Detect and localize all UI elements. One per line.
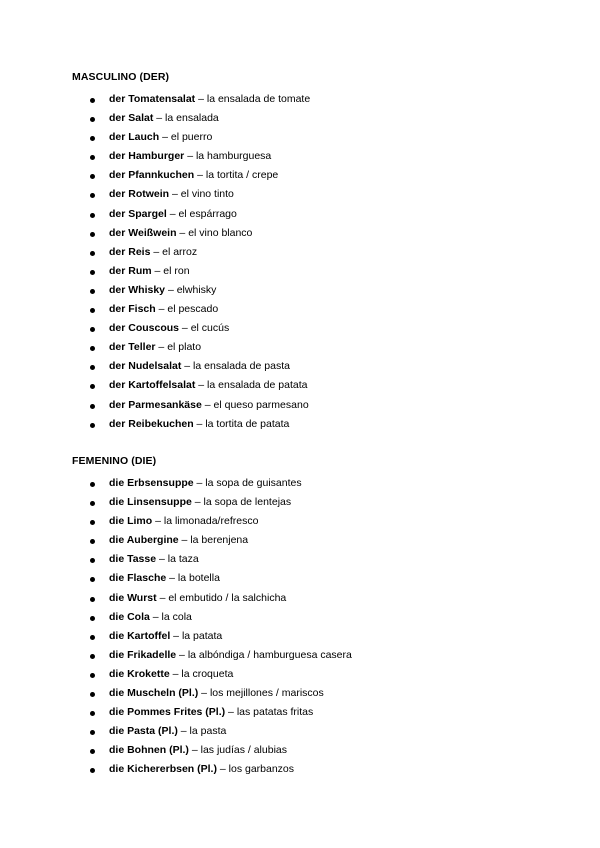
bullet-icon bbox=[90, 384, 95, 389]
spanish-translation: la patata bbox=[181, 629, 223, 642]
spanish-translation: el puerro bbox=[170, 131, 213, 144]
spanish-translation: los garbanzos bbox=[228, 763, 295, 776]
spanish-translation: el queso parmesano bbox=[213, 398, 309, 411]
spanish-translation: la ensalada de tomate bbox=[206, 93, 311, 105]
bullet-icon bbox=[90, 539, 95, 544]
german-term: der Whisky bbox=[109, 283, 166, 296]
masculino-list bbox=[72, 90, 552, 434]
list-item: der Weißwein – el vino blanco bbox=[72, 224, 552, 243]
spanish-translation: la ensalada de patata bbox=[207, 379, 308, 392]
list-item: die Wurst – el embutido / la salchicha bbox=[72, 589, 552, 608]
spanish-translation: el vino blanco bbox=[188, 226, 253, 239]
bullet-icon bbox=[90, 749, 95, 754]
german-term: die Kichererbsen (Pl.) bbox=[109, 763, 217, 776]
bullet-icon bbox=[90, 768, 95, 773]
bullet-icon bbox=[90, 711, 95, 716]
bullet-icon bbox=[90, 174, 95, 179]
list-item: der Parmesankäse – el queso parmesano bbox=[72, 396, 552, 415]
spanish-translation: elwhisky bbox=[176, 283, 217, 296]
german-term: die Aubergine bbox=[109, 534, 179, 547]
german-term: der Rum bbox=[109, 264, 152, 277]
spanish-translation: el plato bbox=[167, 341, 202, 354]
german-term: die Cola bbox=[109, 610, 150, 623]
list-item: der Rotwein – el vino tinto bbox=[72, 185, 552, 204]
list-item: der Salat – la ensalada bbox=[72, 109, 552, 128]
bullet-icon bbox=[90, 482, 95, 487]
bullet-icon bbox=[90, 251, 95, 256]
german-term: der Reibekuchen bbox=[109, 417, 194, 430]
german-term: der Spargel bbox=[109, 207, 167, 220]
german-term: die Frikadelle bbox=[109, 648, 177, 661]
list-item: die Kichererbsen (Pl.) – los garbanzos bbox=[72, 760, 552, 779]
list-item: der Nudelsalat – la ensalada de pasta bbox=[72, 357, 552, 376]
spanish-translation: el espárrago bbox=[178, 207, 237, 220]
spanish-translation: la croqueta bbox=[181, 667, 234, 680]
spanish-translation: las patatas fritas bbox=[236, 706, 314, 719]
bullet-icon bbox=[90, 308, 95, 313]
masculino-heading: MASCULINO (DER) bbox=[72, 71, 170, 83]
list-item: die Cola – la cola bbox=[72, 608, 552, 627]
list-item: die Pasta (Pl.) – la pasta bbox=[72, 722, 552, 741]
bullet-icon bbox=[90, 616, 95, 621]
spanish-translation: la cola bbox=[161, 610, 192, 623]
masculino-section bbox=[72, 71, 552, 434]
bullet-icon bbox=[90, 558, 95, 563]
german-term: die Kartoffel bbox=[109, 629, 171, 642]
list-item: der Reis – el arroz bbox=[72, 243, 552, 262]
bullet-icon bbox=[90, 654, 95, 659]
spanish-translation: las judías / alubias bbox=[200, 744, 287, 757]
bullet-icon bbox=[90, 117, 95, 122]
german-term: die Erbsensuppe bbox=[109, 477, 194, 489]
list-item: die Flasche – la botella bbox=[72, 569, 552, 588]
list-item: der Lauch – el puerro bbox=[72, 128, 552, 147]
list-item: die Frikadelle – la albóndiga / hamburguesa casera bbox=[72, 646, 552, 665]
german-term: die Flasche bbox=[109, 572, 167, 585]
list-item: die Muscheln (Pl.) – los mejillones / mariscos bbox=[72, 684, 552, 703]
german-term: der Lauch bbox=[109, 131, 160, 144]
list-item: die Krokette – la croqueta bbox=[72, 665, 552, 684]
list-item: die Kartoffel – la patata bbox=[72, 627, 552, 646]
german-term: die Muscheln (Pl.) bbox=[109, 687, 199, 700]
femenino-section bbox=[72, 455, 552, 780]
bullet-icon bbox=[90, 365, 95, 370]
spanish-translation: la berenjena bbox=[190, 534, 249, 547]
german-term: die Linsensuppe bbox=[109, 496, 192, 509]
german-term: der Teller bbox=[109, 341, 156, 354]
list-item: die Bohnen (Pl.) – las judías / alubias bbox=[72, 741, 552, 760]
spanish-translation: la pasta bbox=[189, 725, 227, 738]
spanish-translation: los mejillones / mariscos bbox=[209, 687, 324, 700]
list-item: die Limo – la limonada/refresco bbox=[72, 512, 552, 531]
bullet-icon bbox=[90, 327, 95, 332]
list-item: der Teller – el plato bbox=[72, 338, 552, 357]
spanish-translation: la hamburguesa bbox=[195, 150, 272, 163]
german-term: die Pommes Frites (Pl.) bbox=[109, 706, 226, 719]
german-term: die Krokette bbox=[109, 667, 170, 680]
german-term: der Weißwein bbox=[109, 226, 177, 239]
femenino-list bbox=[72, 474, 552, 780]
list-item: die Pommes Frites (Pl.) – las patatas fritas bbox=[72, 703, 552, 722]
bullet-icon bbox=[90, 730, 95, 735]
spanish-translation: la limonada/refresco bbox=[163, 515, 259, 528]
bullet-icon bbox=[90, 423, 95, 428]
spanish-translation: el pescado bbox=[167, 303, 219, 316]
spanish-translation: el cucús bbox=[190, 322, 230, 335]
german-term: der Hamburger bbox=[109, 150, 185, 163]
list-item: der Rum – el ron bbox=[72, 262, 552, 281]
german-term: die Tasse bbox=[109, 553, 157, 566]
german-term: die Limo bbox=[109, 515, 153, 528]
bullet-icon bbox=[90, 289, 95, 294]
list-item: die Aubergine – la berenjena bbox=[72, 531, 552, 550]
spanish-translation: el arroz bbox=[162, 245, 198, 258]
spanish-translation: la tortita / crepe bbox=[205, 169, 279, 182]
bullet-icon bbox=[90, 136, 95, 141]
list-item: der Tomatensalat – la ensalada de tomate bbox=[72, 90, 552, 109]
spanish-translation: el ron bbox=[163, 264, 190, 277]
spanish-translation: la sopa de lentejas bbox=[203, 496, 292, 509]
german-term: der Tomatensalat bbox=[109, 93, 196, 105]
german-term: der Salat bbox=[109, 112, 154, 125]
bullet-icon bbox=[90, 213, 95, 218]
german-term: die Bohnen (Pl.) bbox=[109, 744, 189, 757]
list-item: der Reibekuchen – la tortita de patata bbox=[72, 415, 552, 434]
list-item: die Erbsensuppe – la sopa de guisantes bbox=[72, 474, 552, 493]
spanish-translation: el embutido / la salchicha bbox=[168, 591, 287, 604]
german-term: die Pasta (Pl.) bbox=[109, 725, 178, 738]
list-item: der Fisch – el pescado bbox=[72, 300, 552, 319]
list-item: der Pfannkuchen – la tortita / crepe bbox=[72, 166, 552, 185]
spanish-translation: la botella bbox=[177, 572, 220, 585]
bullet-icon bbox=[90, 232, 95, 237]
list-item: die Linsensuppe – la sopa de lentejas bbox=[72, 493, 552, 512]
bullet-icon bbox=[90, 520, 95, 525]
spanish-translation: la albóndiga / hamburguesa casera bbox=[187, 648, 352, 661]
spanish-translation: el vino tinto bbox=[180, 188, 234, 201]
german-term: der Rotwein bbox=[109, 188, 170, 201]
bullet-icon bbox=[90, 98, 95, 103]
german-term: der Fisch bbox=[109, 303, 156, 316]
list-item: der Whisky – elwhisky bbox=[72, 281, 552, 300]
list-item: der Couscous – el cucús bbox=[72, 319, 552, 338]
bullet-icon bbox=[90, 193, 95, 198]
spanish-translation: la taza bbox=[167, 553, 199, 566]
bullet-icon bbox=[90, 404, 95, 409]
bullet-icon bbox=[90, 270, 95, 275]
german-term: der Reis bbox=[109, 245, 151, 258]
german-term: die Wurst bbox=[109, 591, 157, 604]
bullet-icon bbox=[90, 346, 95, 351]
bullet-icon bbox=[90, 635, 95, 640]
bullet-icon bbox=[90, 577, 95, 582]
list-item: die Tasse – la taza bbox=[72, 550, 552, 569]
bullet-icon bbox=[90, 692, 95, 697]
bullet-icon bbox=[90, 673, 95, 678]
bullet-icon bbox=[90, 597, 95, 602]
german-term: der Kartoffelsalat bbox=[109, 379, 196, 392]
german-term: der Parmesankäse bbox=[109, 398, 202, 411]
spanish-translation: la ensalada bbox=[165, 112, 219, 125]
list-item: der Hamburger – la hamburguesa bbox=[72, 147, 552, 166]
spanish-translation: la sopa de guisantes bbox=[205, 477, 302, 489]
german-term: der Nudelsalat bbox=[109, 360, 182, 373]
german-term: der Pfannkuchen bbox=[109, 169, 195, 182]
spanish-translation: la tortita de patata bbox=[205, 417, 290, 430]
spanish-translation: la ensalada de pasta bbox=[193, 360, 290, 373]
list-item: der Kartoffelsalat – la ensalada de patata bbox=[72, 376, 552, 395]
bullet-icon bbox=[90, 501, 95, 506]
bullet-icon bbox=[90, 155, 95, 160]
femenino-heading: FEMENINO (DIE) bbox=[72, 455, 157, 467]
german-term: der Couscous bbox=[109, 322, 180, 335]
list-item: der Spargel – el espárrago bbox=[72, 205, 552, 224]
